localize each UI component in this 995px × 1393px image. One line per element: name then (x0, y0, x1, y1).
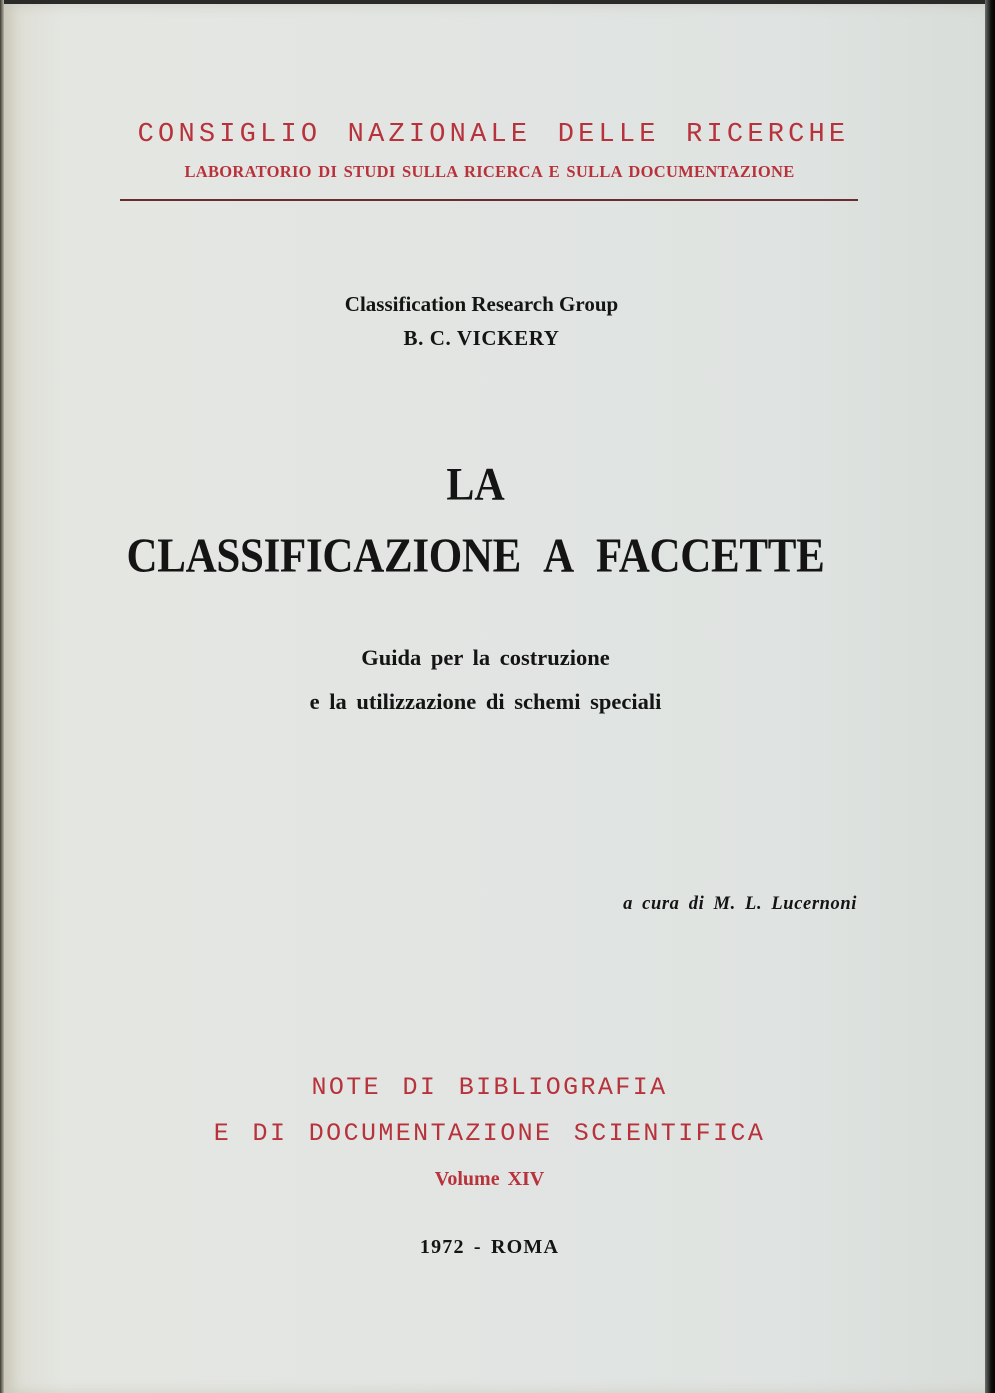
subtitle-line-2: e la utilizzazione di schemi speciali (309, 689, 662, 714)
series-title-line-2: E DI DOCUMENTAZIONE SCIENTIFICA (213, 1119, 766, 1148)
research-group: Classification Research Group (344, 292, 619, 316)
book-cover (4, 4, 987, 1393)
author-name: B. C. VICKERY (403, 326, 560, 350)
volume-number: Volume XIV (434, 1168, 545, 1190)
title-line-2: CLASSIFICAZIONE A FACCETTE (126, 530, 825, 583)
scan-edge-right (985, 0, 995, 1393)
editor-credit: a cura di M. L. Lucernoni (623, 894, 857, 914)
subtitle-line-1: Guida per la costruzione (361, 645, 610, 670)
header-divider-rule (120, 199, 858, 201)
institution-name: CONSIGLIO NAZIONALE DELLE RICERCHE (137, 120, 850, 150)
title-line-1: LA (446, 459, 505, 511)
imprint-year-place: 1972 - ROMA (419, 1236, 560, 1258)
laboratory-name: LABORATORIO DI STUDI SULLA RICERCA E SULLA DOCUMENTAZIONE (184, 162, 795, 181)
series-title-line-1: NOTE DI BIBLIOGRAFIA (311, 1073, 668, 1102)
